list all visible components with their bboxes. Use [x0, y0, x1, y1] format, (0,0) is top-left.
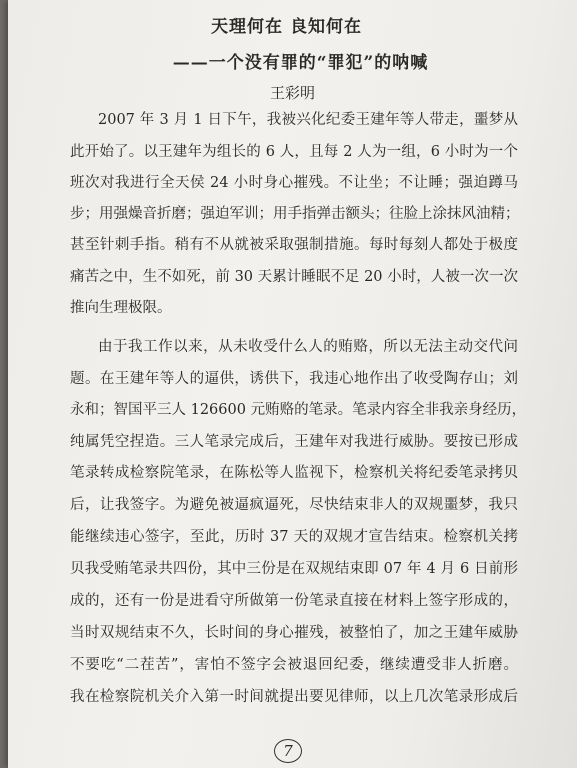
paragraph-line: 永和；智国平三人 126600 元贿赂的笔录。笔录内容全非我亲身经历，	[70, 402, 527, 418]
paragraph-line: 2007 年 3 月 1 日下午，我被兴化纪委王建年等人带走，噩梦从	[98, 112, 518, 128]
paragraph-line: 不要吃“二茬苦”，害怕不签字会被退回纪委，继续遭受非人折磨。	[70, 657, 518, 673]
paragraph-line: 推向生理极限。	[70, 300, 172, 316]
paragraph-line: 纯属凭空捏造。三人笔录完成后，王建年对我进行威胁。要按已形成	[70, 434, 518, 450]
page-number: 7	[276, 740, 300, 762]
paragraph-line: 痛苦之中，生不如死，前 30 天累计睡眠不足 20 小时，人被一次一次	[70, 269, 518, 285]
author-name: 王彩明	[269, 84, 315, 102]
paragraph-line: 笔录转成检察院笔录，在陈松等人监视下，检察机关将纪委笔录拷贝	[70, 465, 518, 481]
paragraph-line: 贝我受贿笔录共四份，其中三份是在双规结束即 07 年 4 月 6 日前形	[70, 561, 518, 577]
paragraph-line: 当时双规结束不久，长时间的身心摧残，被整怕了，加之王建年威胁	[70, 625, 518, 641]
document-title: 天理何在 良知何在	[211, 17, 362, 37]
paragraph-line: 由于我工作以来，从未收受什么人的贿赂，所以无法主动交代问	[98, 339, 518, 355]
paragraph-line: 甚至针刺手指。稍有不从就被采取强制措施。每时每刻人都处于极度	[70, 237, 518, 253]
document-page	[8, 0, 577, 768]
paragraph-line: 此开始了。以王建年为组长的 6 人，且每 2 人为一组，6 小时为一个	[70, 144, 518, 160]
document-subtitle: ——一个没有罪的“罪犯”的呐喊	[172, 53, 429, 73]
paragraph-line: 步；用强燥音折磨；强迫军训；用手指弹击额头；往脸上涂抹风油精；	[70, 206, 520, 222]
paragraph-line: 成的，还有一份是进看守所做第一份笔录直接在材料上签字形成的，	[70, 593, 518, 609]
paragraph-line: 班次对我进行全天侯 24 小时身心摧残。不让坐；不让睡；强迫蹲马	[70, 175, 518, 191]
paragraph-line: 后，让我签字。为避免被逼疯逼死，尽快结束非人的双规噩梦，我只	[70, 497, 518, 513]
paragraph-line: 题。在王建年等人的逼供，诱供下，我违心地作出了收受陶存山；刘	[70, 371, 518, 387]
paragraph-line: 我在检察院机关介入第一时间就提出要见律师，以上几次笔录形成后	[70, 689, 518, 705]
paragraph-line: 能继续违心签字，至此，历时 37 天的双规才宣告结束。检察机关拷	[70, 529, 518, 545]
